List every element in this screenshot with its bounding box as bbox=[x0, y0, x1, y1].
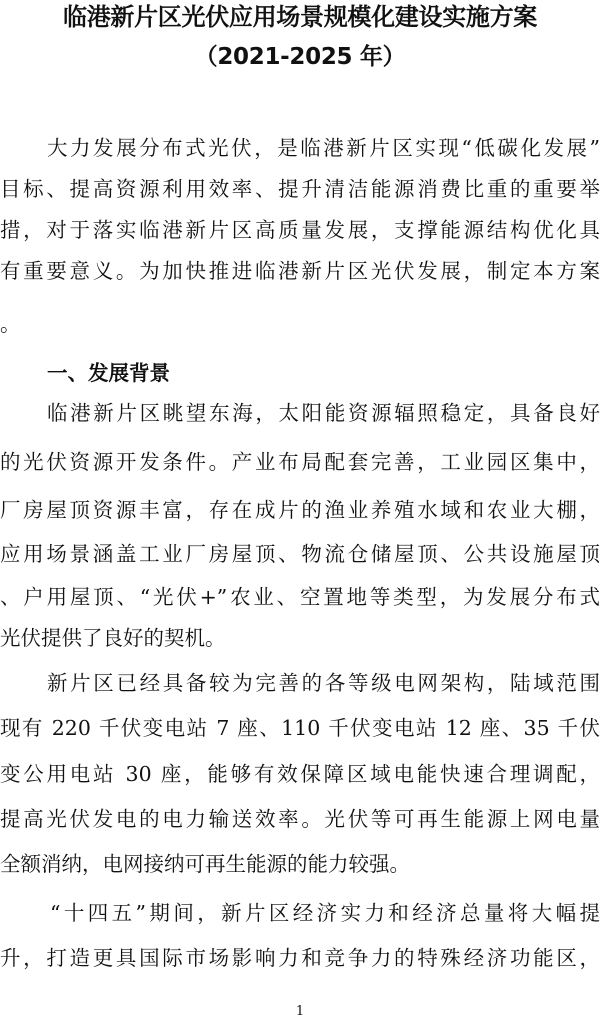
paragraph-line: 全额消纳，电网接纳可再生能源的能力较强。 bbox=[0, 852, 410, 876]
paragraph-line: “十四五”期间，新片区经济实力和经济总量将大幅提 bbox=[50, 901, 600, 925]
paragraph-line: 大力发展分布式光伏，是临港新片区实现“低碳化发展” bbox=[47, 136, 600, 160]
paragraph-line: 新片区已经具备较为完善的各等级电网架构，陆域范围 bbox=[47, 671, 600, 695]
document-subtitle: （2021-2025 年） bbox=[194, 44, 406, 70]
paragraph-line: 变公用电站 30 座，能够有效保障区域电能快速合理调配， bbox=[0, 762, 600, 786]
paragraph-line: 临港新片区眺望东海，太阳能资源辐照稳定，具备良好 bbox=[47, 401, 600, 425]
paragraph-line: 应用场景涵盖工业厂房屋顶、物流仓储屋顶、公共设施屋顶 bbox=[0, 542, 600, 566]
paragraph-line: 提高光伏发电的电力输送效率。光伏等可再生能源上网电量 bbox=[0, 807, 600, 831]
paragraph-line: 目标、提高资源利用效率、提升清洁能源消费比重的重要举 bbox=[0, 177, 600, 201]
paragraph-line: 光伏提供了良好的契机。 bbox=[0, 626, 226, 650]
section-heading: 一、发展背景 bbox=[47, 361, 170, 385]
paragraph-line: 厂房屋顶资源丰富，存在成片的渔业养殖水域和农业大棚， bbox=[0, 498, 600, 522]
paragraph-line: 措，对于落实临港新片区高质量发展，支撑能源结构优化具 bbox=[0, 218, 600, 242]
paragraph-line: 现有 220 千伏变电站 7 座、110 千伏变电站 12 座、35 千伏 bbox=[0, 716, 600, 740]
paragraph-line: 的光伏资源开发条件。产业布局配套完善，工业园区集中， bbox=[0, 450, 600, 474]
page-number: 1 bbox=[295, 1004, 305, 1019]
paragraph-line: 。 bbox=[0, 312, 21, 336]
paragraph-line: 升，打造更具国际市场影响力和竞争力的特殊经济功能区， bbox=[0, 946, 600, 970]
paragraph-line: 、户用屋顶、“光伏+”农业、空置地等类型，为发展分布式 bbox=[0, 585, 600, 609]
document-title: 临港新片区光伏应用场景规模化建设实施方案 bbox=[63, 3, 537, 31]
paragraph-line: 有重要意义。为加快推进临港新片区光伏发展，制定本方案 bbox=[0, 259, 600, 283]
